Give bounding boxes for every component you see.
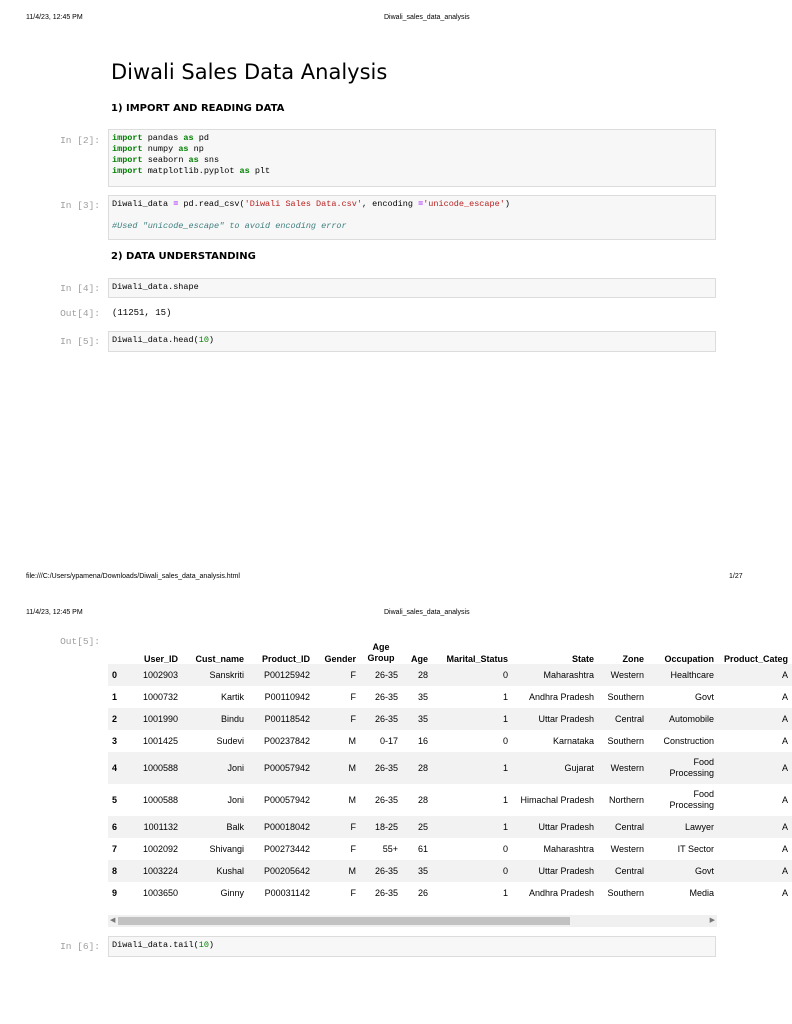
table-cell: P00125942 — [263, 670, 310, 680]
table-row — [108, 784, 792, 816]
table-cell: IT Sector — [677, 844, 714, 854]
table-cell: Food Processing — [669, 789, 714, 810]
table-cell: P00205642 — [263, 866, 310, 876]
table-cell: Shivangi — [209, 844, 244, 854]
table-cell: 1000732 — [142, 692, 178, 702]
table-cell: 55+ — [382, 844, 398, 854]
print-footer-page: 1/27 — [729, 573, 743, 580]
table-cell: 28 — [417, 795, 428, 805]
table-cell: 1003224 — [142, 866, 178, 876]
table-cell: Joni — [227, 763, 244, 773]
table-cell: Andhra Pradesh — [528, 888, 594, 898]
table-cell: A — [781, 844, 788, 854]
cell-prompt: In [2]: — [60, 135, 100, 146]
code-cell-shape[interactable]: Diwali_data.shape — [108, 278, 716, 298]
table-cell: Media — [689, 888, 714, 898]
table-cell: 25 — [417, 822, 428, 832]
table-cell: 1 — [502, 763, 508, 773]
row-index: 8 — [112, 866, 118, 876]
table-cell: P00237842 — [263, 736, 310, 746]
table-cell: M — [348, 795, 356, 805]
table-cell: P00118542 — [264, 714, 310, 724]
code-cell-read-csv[interactable]: Diwali_data = pd.read_csv('Diwali Sales Data.csv', encoding ='unicode_escape') #Used "unicode_escape" to avoid encoding error — [108, 195, 716, 240]
column-header: Product_Categ — [723, 654, 788, 664]
table-cell: 1 — [502, 822, 508, 832]
table-row — [108, 730, 792, 752]
table-cell: A — [781, 822, 788, 832]
table-cell: 16 — [417, 736, 428, 746]
row-index: 2 — [112, 714, 118, 724]
table-cell: 26-35 — [374, 795, 398, 805]
row-index: 5 — [112, 795, 118, 805]
cell-prompt: In [5]: — [60, 336, 100, 347]
table-cell: 1003650 — [142, 888, 178, 898]
table-cell: F — [350, 692, 356, 702]
table-cell: P00273442 — [263, 844, 310, 854]
table-cell: Western — [610, 670, 644, 680]
table-cell: Southern — [607, 736, 644, 746]
table-cell: Healthcare — [670, 670, 714, 680]
column-header: Age — [410, 654, 428, 664]
table-cell: 1001425 — [142, 736, 178, 746]
table-cell: 28 — [417, 763, 428, 773]
table-cell: Southern — [607, 692, 644, 702]
table-cell: 1 — [502, 888, 508, 898]
table-cell: 0 — [502, 866, 508, 876]
print-doc-title: Diwali_sales_data_analysis — [384, 14, 470, 21]
table-cell: A — [781, 736, 788, 746]
row-index: 0 — [112, 670, 118, 680]
table-cell: Kushal — [216, 866, 244, 876]
print-datetime: 11/4/23, 12:45 PM — [26, 14, 83, 21]
table-row — [108, 664, 792, 686]
print-datetime: 11/4/23, 12:45 PM — [26, 609, 83, 616]
table-cell: F — [350, 888, 356, 898]
table-cell: A — [781, 866, 788, 876]
table-cell: M — [348, 736, 356, 746]
row-index: 6 — [112, 822, 118, 832]
table-cell: Bindu — [220, 714, 244, 724]
row-index: 7 — [112, 844, 118, 854]
table-cell: P00057942 — [263, 795, 310, 805]
table-cell: Karnataka — [552, 736, 594, 746]
table-cell: Govt — [694, 692, 714, 702]
table-row — [108, 860, 792, 882]
table-cell: 1001132 — [143, 822, 178, 832]
table-cell: Sanskriti — [209, 670, 244, 680]
table-cell: 26 — [417, 888, 428, 898]
table-cell: 0 — [502, 736, 508, 746]
table-cell: 28 — [417, 670, 428, 680]
table-cell: P00018042 — [263, 822, 310, 832]
scroll-right-icon[interactable]: ▶ — [709, 917, 715, 924]
code-cell-imports[interactable]: import pandas as pd import numpy as np import seaborn as sns import matplotlib.pyplot as plt — [108, 129, 716, 187]
column-header: Product_ID — [261, 654, 310, 664]
table-cell: A — [781, 692, 788, 702]
table-cell: 61 — [417, 844, 428, 854]
table-row — [108, 882, 792, 904]
table-row — [108, 816, 792, 838]
table-cell: Northern — [608, 795, 644, 805]
row-index: 1 — [112, 692, 118, 702]
table-cell: Food Processing — [669, 757, 714, 778]
table-cell: 1001990 — [142, 714, 178, 724]
table-row — [108, 752, 792, 784]
table-cell: M — [348, 866, 356, 876]
dataframe-output — [108, 634, 788, 912]
table-row — [108, 708, 792, 730]
table-cell: 18-25 — [374, 822, 398, 832]
table-cell: Uttar Pradesh — [538, 822, 594, 832]
table-cell: F — [350, 670, 356, 680]
table-cell: Lawyer — [684, 822, 714, 832]
table-cell: Maharashtra — [543, 844, 594, 854]
table-cell: M — [348, 763, 356, 773]
column-header: Gender — [324, 654, 356, 664]
table-cell: 26-35 — [374, 888, 398, 898]
table-cell: 1 — [502, 714, 508, 724]
column-header: Cust_name — [195, 654, 244, 664]
column-header: Occupation — [664, 654, 714, 664]
row-index: 9 — [112, 888, 118, 898]
table-cell: Sudevi — [216, 736, 244, 746]
table-cell: A — [781, 795, 788, 805]
table-row — [108, 686, 792, 708]
table-cell: F — [350, 822, 356, 832]
table-cell: Gujarat — [564, 762, 594, 773]
notebook-title: Diwali Sales Data Analysis — [111, 60, 388, 84]
table-cell: Maharashtra — [543, 670, 594, 680]
table-cell: Western — [610, 763, 644, 773]
print-footer-path: file:///C:/Users/ypamena/Downloads/Diwali_sales_data_analysis.html — [26, 573, 240, 580]
print-doc-title: Diwali_sales_data_analysis — [384, 609, 470, 616]
column-header: Marital_Status — [446, 654, 508, 664]
output-prompt: Out[5]: — [60, 636, 100, 647]
table-cell: Kartik — [220, 692, 244, 702]
table-cell: 1 — [502, 692, 508, 702]
shape-output: (11251, 15) — [112, 308, 172, 318]
cell-prompt: In [3]: — [60, 200, 100, 211]
table-cell: 35 — [417, 692, 428, 702]
column-header: Zone — [622, 654, 644, 664]
table-cell: F — [350, 714, 356, 724]
table-cell: 0-17 — [379, 736, 398, 746]
table-cell: A — [781, 888, 788, 898]
table-cell: 0 — [502, 844, 508, 854]
table-cell: 35 — [417, 866, 428, 876]
table-cell: Balk — [226, 822, 244, 832]
table-cell: 1002092 — [142, 844, 178, 854]
section-heading-import: 1) IMPORT AND READING DATA — [111, 103, 285, 114]
table-cell: A — [781, 763, 788, 773]
table-cell: 26-35 — [374, 763, 398, 773]
scrollbar-thumb[interactable] — [118, 917, 570, 925]
table-cell: Uttar Pradesh — [538, 714, 594, 724]
table-cell: 26-35 — [374, 866, 398, 876]
scroll-left-icon[interactable]: ◀ — [110, 917, 116, 924]
table-cell: Western — [610, 844, 644, 854]
table-cell: 26-35 — [374, 692, 398, 702]
table-cell: Ginny — [220, 888, 244, 898]
table-row — [108, 838, 792, 860]
table-cell: P00110942 — [264, 692, 310, 702]
table-cell: 1000588 — [142, 763, 178, 773]
table-cell: 35 — [417, 714, 428, 724]
column-header — [108, 634, 130, 664]
row-index: 3 — [112, 736, 118, 746]
table-cell: 1002903 — [142, 670, 178, 680]
table-cell: Govt — [694, 866, 714, 876]
column-header: State — [571, 654, 594, 664]
table-cell: Southern — [607, 888, 644, 898]
horizontal-scrollbar[interactable] — [108, 915, 717, 927]
table-cell: P00057942 — [263, 763, 310, 773]
output-prompt: Out[4]: — [60, 308, 100, 319]
cell-prompt: In [6]: — [60, 941, 100, 952]
table-cell: Central — [614, 866, 644, 876]
table-cell: Construction — [663, 736, 714, 746]
table-cell: Automobile — [668, 714, 714, 724]
table-cell: A — [781, 714, 788, 724]
table-cell: 26-35 — [374, 670, 398, 680]
table-cell: Andhra Pradesh — [528, 692, 594, 702]
cell-prompt: In [4]: — [60, 283, 100, 294]
column-header: Age Group — [367, 642, 395, 663]
column-header: User_ID — [143, 654, 178, 664]
dataframe-table — [108, 634, 792, 904]
table-cell: 26-35 — [374, 714, 398, 724]
code-cell-tail[interactable]: Diwali_data.tail(10) — [108, 936, 716, 957]
table-cell: F — [350, 844, 356, 854]
table-cell: 1000588 — [142, 795, 178, 805]
table-cell: A — [781, 670, 788, 680]
table-cell: 1 — [502, 795, 508, 805]
table-cell: P00031142 — [264, 888, 310, 898]
table-cell: Central — [614, 822, 644, 832]
code-cell-head[interactable]: Diwali_data.head(10) — [108, 331, 716, 352]
table-cell: Uttar Pradesh — [538, 866, 594, 876]
table-cell: Himachal Pradesh — [520, 794, 594, 805]
table-cell: 0 — [502, 670, 508, 680]
table-cell: Central — [614, 714, 644, 724]
section-heading-understanding: 2) DATA UNDERSTANDING — [111, 251, 256, 262]
row-index: 4 — [112, 763, 118, 773]
table-cell: Joni — [227, 795, 244, 805]
